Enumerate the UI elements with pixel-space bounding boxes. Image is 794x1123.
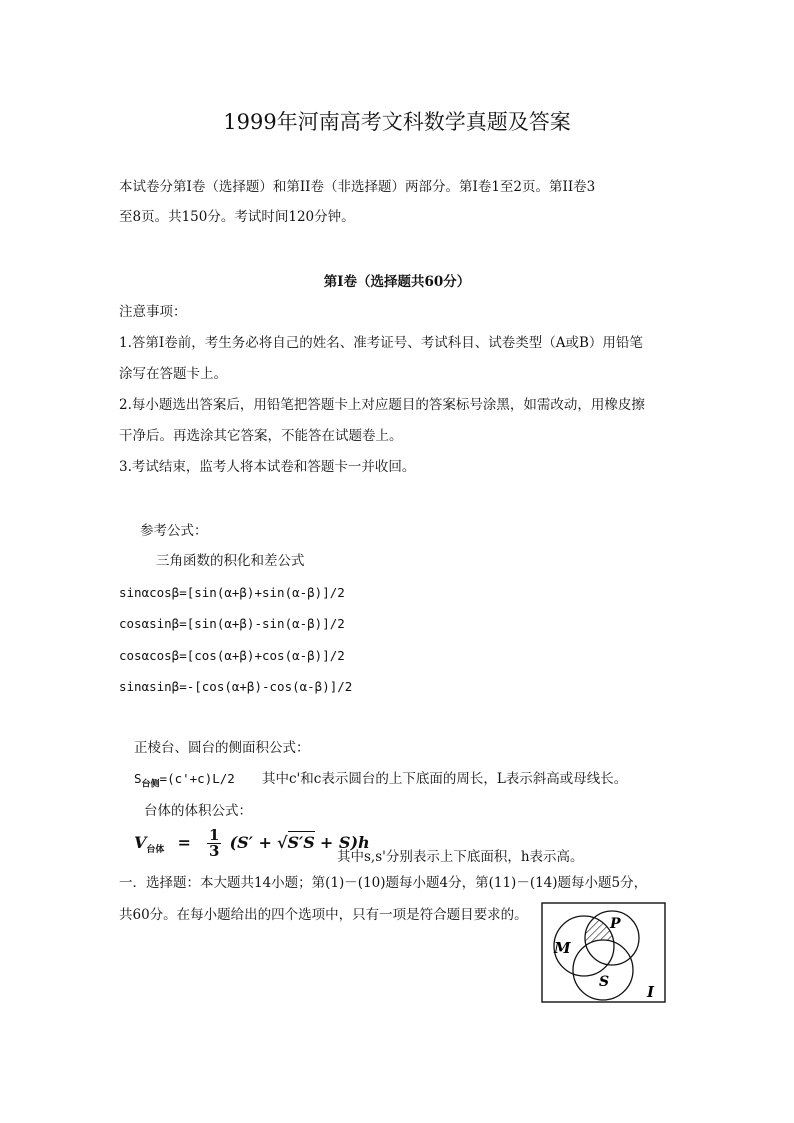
lateral-formula bbox=[134, 769, 235, 795]
volume-open: (S′ + bbox=[229, 833, 272, 852]
volume-fraction bbox=[207, 828, 221, 859]
volume-sub: 台体 bbox=[146, 845, 165, 856]
label-m: M bbox=[554, 939, 571, 957]
volume-eq: = bbox=[177, 833, 191, 852]
question-intro-line-1: 一．选择题：本大题共14小题；第(1)－(10)题每小题4分，第(11)－(14)题每小题5分， bbox=[119, 875, 648, 891]
label-i: I bbox=[647, 983, 655, 1001]
note-3: 3.考试结束，监考人将本试卷和答题卡一并收回。 bbox=[119, 459, 416, 475]
volume-close: + S)h bbox=[319, 833, 370, 852]
label-s: S bbox=[599, 974, 610, 990]
reference-heading: 参考公式： bbox=[140, 523, 208, 539]
lateral-heading: 正棱台、圆台的侧面积公式： bbox=[134, 740, 310, 756]
volume-explain: 其中s,s'分别表示上下底面积，h表示高。 bbox=[337, 849, 584, 865]
note-1-line-2: 涂写在答题卡上。 bbox=[119, 366, 227, 382]
lateral-explain: 其中c'和c表示圆台的上下底面的周长，L表示斜高或母线长。 bbox=[262, 771, 628, 787]
volume-denominator: 3 bbox=[209, 842, 220, 860]
trig-formula-3: cosαcosβ=[cos(α+β)+cos(α-β)]/2 bbox=[119, 648, 345, 663]
venn-diagram bbox=[540, 901, 668, 1005]
volume-heading: 台体的体积公式： bbox=[144, 803, 252, 819]
intro-line-1: 本试卷分第Ⅰ卷（选择题）和第II卷（非选择题）两部分。第Ⅰ卷1至2页。第II卷3 bbox=[119, 179, 596, 195]
volume-v: V bbox=[134, 833, 147, 852]
page-title: 1999年河南高考文科数学真题及答案 bbox=[223, 110, 571, 134]
question-intro-line-2: 共60分。在每小题给出的四个选项中，只有一项是符合题目要求的。 bbox=[119, 907, 528, 923]
trig-heading: 三角函数的积化和差公式 bbox=[156, 553, 305, 569]
lateral-formula-rest: =(c'+c)L/2 bbox=[159, 771, 235, 786]
note-1-line-1: 1.答第Ⅰ卷前，考生务必将自己的姓名、准考证号、考试科目、试卷类型（A或B）用铅笔 bbox=[119, 335, 643, 351]
lateral-formula-s: S bbox=[134, 771, 142, 786]
section-title: 第Ⅰ卷（选择题共60分） bbox=[323, 274, 471, 290]
lateral-formula-sub: 台侧 bbox=[141, 779, 160, 790]
volume-sqrt: S′S bbox=[287, 833, 315, 852]
note-2-line-2: 干净后。再选涂其它答案，不能答在试题卷上。 bbox=[119, 428, 403, 444]
volume-numerator: 1 bbox=[209, 826, 220, 844]
notes-heading: 注意事项： bbox=[119, 304, 187, 320]
trig-formula-2: cosαsinβ=[sin(α+β)-sin(α-β)]/2 bbox=[119, 616, 345, 631]
trig-formula-1: sinαcosβ=[sin(α+β)+sin(α-β)]/2 bbox=[119, 585, 345, 600]
trig-formula-4: sinαsinβ=-[cos(α+β)-cos(α-β)]/2 bbox=[119, 679, 353, 694]
note-2-line-1: 2.每小题选出答案后，用铅笔把答题卡上对应题目的答案标号涂黑，如需改动，用橡皮擦 bbox=[119, 397, 645, 413]
intro-line-2: 至8页。共150分。考试时间120分钟。 bbox=[119, 209, 355, 225]
volume-formula: $V_{台体}$ = $\frac{1}{3}$ (S′ + √S′S + S)h bbox=[134, 826, 370, 860]
label-p: P bbox=[610, 916, 621, 932]
